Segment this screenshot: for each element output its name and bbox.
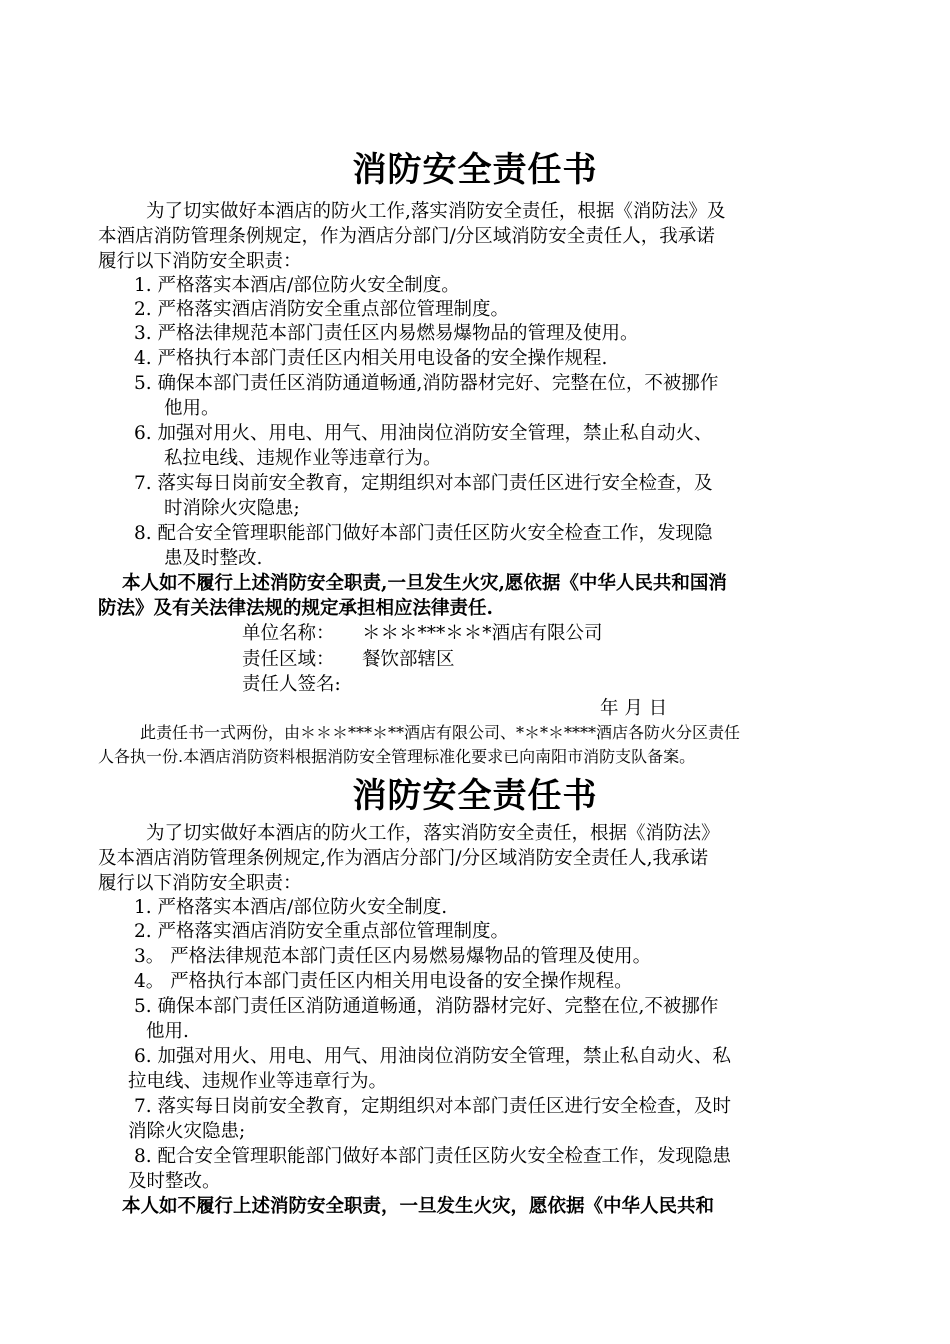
unit-value: ＊＊＊***＊＊*酒店有限公司 — [362, 623, 603, 644]
intro-line: 履行以下消防安全职责： — [98, 873, 302, 894]
duty-item-cont: 时消除火灾隐患; — [164, 498, 300, 519]
document-title: 消防安全责任书 — [352, 150, 598, 190]
duty-item: 6. 加强对用火、用电、用气、用油岗位消防安全管理，禁止私自动火、 — [134, 423, 713, 444]
note-line: 人各执一份.本酒店消防资料根据消防安全管理标准化要求已向南阳市消防支队备案。 — [98, 747, 696, 766]
duty-item-cont: 他用。 — [164, 398, 220, 419]
duty-item-cont: 拉电线、违规作业等违章行为。 — [128, 1071, 388, 1092]
duty-item-cont: 及时整改。 — [128, 1171, 221, 1192]
duty-item-cont: 患及时整改. — [164, 548, 263, 569]
duty-item: 2. 严格落实酒店消防安全重点部位管理制度。 — [134, 299, 510, 320]
duty-item: 4. 严格执行本部门责任区内相关用电设备的安全操作规程. — [134, 348, 608, 369]
commitment-line: 防法》及有关法律法规的规定承担相应法律责任. — [98, 598, 493, 619]
duty-item-cont: 消除火灾隐患; — [128, 1121, 246, 1142]
zone-label: 责任区域： — [242, 649, 335, 670]
duty-item: 7. 落实每日岗前安全教育，定期组织对本部门责任区进行安全检查，及 — [134, 473, 713, 494]
duty-item: 3. 严格法律规范本部门责任区内易燃易爆物品的管理及使用。 — [134, 323, 639, 344]
duty-item: 1. 严格落实本酒店/部位防火安全制度。 — [134, 275, 460, 296]
intro-line: 及本酒店消防管理条例规定,作为酒店分部门/分区域消防安全责任人,我承诺 — [98, 848, 708, 869]
date-line: 年 月 日 — [600, 698, 668, 719]
intro-line: 履行以下消防安全职责： — [98, 251, 302, 272]
duty-item: 7. 落实每日岗前安全教育，定期组织对本部门责任区进行安全检查，及时 — [134, 1096, 732, 1117]
zone-value: 餐饮部辖区 — [362, 649, 455, 670]
unit-label: 单位名称： — [242, 623, 335, 644]
duty-item: 1. 严格落实本酒店/部位防火安全制度. — [134, 897, 448, 918]
commitment-line: 本人如不履行上述消防安全职责,一旦发生火灾,愿依据《中华人民共和国消 — [122, 573, 727, 594]
duty-item: 8. 配合安全管理职能部门做好本部门责任区防火安全检查工作，发现隐 — [134, 523, 713, 544]
note-line: 此责任书一式两份，由＊＊＊***＊**酒店有限公司、*＊*＊****酒店各防火分区责任 — [140, 723, 741, 742]
duty-item: 5. 确保本部门责任区消防通道畅通,消防器材完好、完整在位，不被挪作 — [134, 373, 719, 394]
intro-line: 为了切实做好本酒店的防火工作,落实消防安全责任，根据《消防法》及 — [146, 201, 726, 222]
signer-label: 责任人签名: — [242, 674, 341, 695]
duty-item: 2. 严格落实酒店消防安全重点部位管理制度。 — [134, 921, 510, 942]
duty-item: 8. 配合安全管理职能部门做好本部门责任区防火安全检查工作，发现隐患 — [134, 1146, 732, 1167]
duty-item: 3。 严格法律规范本部门责任区内易燃易爆物品的管理及使用。 — [134, 946, 652, 967]
commitment-line: 本人如不履行上述消防安全职责，一旦发生火灾，愿依据《中华人民共和 — [122, 1196, 715, 1217]
duty-item-cont: 他用. — [146, 1021, 189, 1042]
duty-item-cont: 私拉电线、违规作业等违章行为。 — [164, 448, 442, 469]
intro-line: 为了切实做好本酒店的防火工作，落实消防安全责任，根据《消防法》 — [146, 823, 720, 844]
duty-item: 6. 加强对用火、用电、用气、用油岗位消防安全管理，禁止私自动火、私 — [134, 1046, 732, 1067]
document-title: 消防安全责任书 — [352, 776, 598, 816]
intro-line: 本酒店消防管理条例规定，作为酒店分部门/分区域消防安全责任人，我承诺 — [98, 226, 715, 247]
duty-item: 5. 确保本部门责任区消防通道畅通，消防器材完好、完整在位,不被挪作 — [134, 996, 719, 1017]
duty-item: 4。 严格执行本部门责任区内相关用电设备的安全操作规程。 — [134, 971, 633, 992]
